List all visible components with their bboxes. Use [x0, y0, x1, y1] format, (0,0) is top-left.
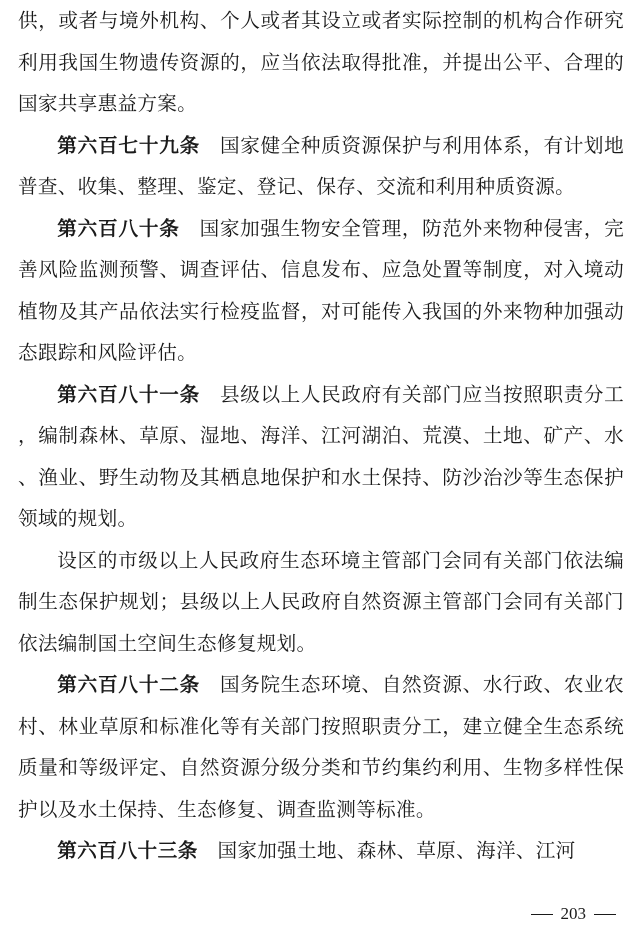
article-text: 设区的市级以上人民政府生态环境主管部门会同有关部门依法编制生态保护规划；县级以上人民政府自然资源主管部门会同有关部门依法编制国土空间生态修复规划。 — [18, 548, 624, 655]
article-text: 国家健全种质资源保护与利用体系，有计划地普查、收集、整理、鉴定、登记、保存、交流和利用种质资源。 — [18, 133, 625, 198]
article-680 — [18, 208, 624, 374]
article-682 — [18, 664, 624, 830]
article-text: 国家加强生物安全管理，防范外来物种侵害，完善风险监测预警、调查评估、信息发布、应急处置等制度，对入境动植物及其产品依法实行检疫监督，对可能传入我国的外来物种加强动态跟踪和风险评估。 — [18, 216, 624, 364]
footer-dash-right — [594, 914, 616, 915]
article-text: 县级以上人民政府有关部门应当按照职责分工，编制森林、草原、湿地、海洋、江河湖泊、荒漠、土地、矿产、水、渔业、野生动物及其栖息地保护和水土保持、防沙治沙等生态保护领域的规划。 — [18, 382, 625, 530]
article-text: 国务院生态环境、自然资源、水行政、农业农村、林业草原和标准化等有关部门按照职责分工，建立健全生态系统质量和等级评定、自然资源分级分类和节约集约利用、生物多样性保护以及水土保持、生态修复、调查监测等标准。 — [18, 673, 625, 821]
article-title: 第六百七十九条 — [57, 133, 201, 157]
article-title: 第六百八十三条 — [57, 839, 198, 862]
footer-dash-left — [531, 914, 553, 915]
page-number: 203 — [560, 904, 586, 923]
article-title: 第六百八十二条 — [57, 673, 201, 696]
article-text: 国家加强土地、森林、草原、海洋、江河 — [217, 839, 576, 862]
document-page — [18, 0, 624, 944]
article-679 — [18, 125, 624, 208]
paragraph-text: 供，或者与境外机构、个人或者其设立或者实际控制的机构合作研究利用我国生物遗传资源的，应当依法取得批准，并提出公平、合理的国家共享惠益方案。 — [18, 9, 624, 115]
article-681 — [18, 374, 624, 540]
article-683 — [18, 830, 624, 872]
article-681-paragraph-2 — [18, 540, 624, 665]
page-footer — [531, 904, 617, 924]
article-title: 第六百八十条 — [57, 216, 180, 240]
article-title: 第六百八十一条 — [57, 382, 201, 406]
paragraph-continuation — [18, 0, 624, 125]
